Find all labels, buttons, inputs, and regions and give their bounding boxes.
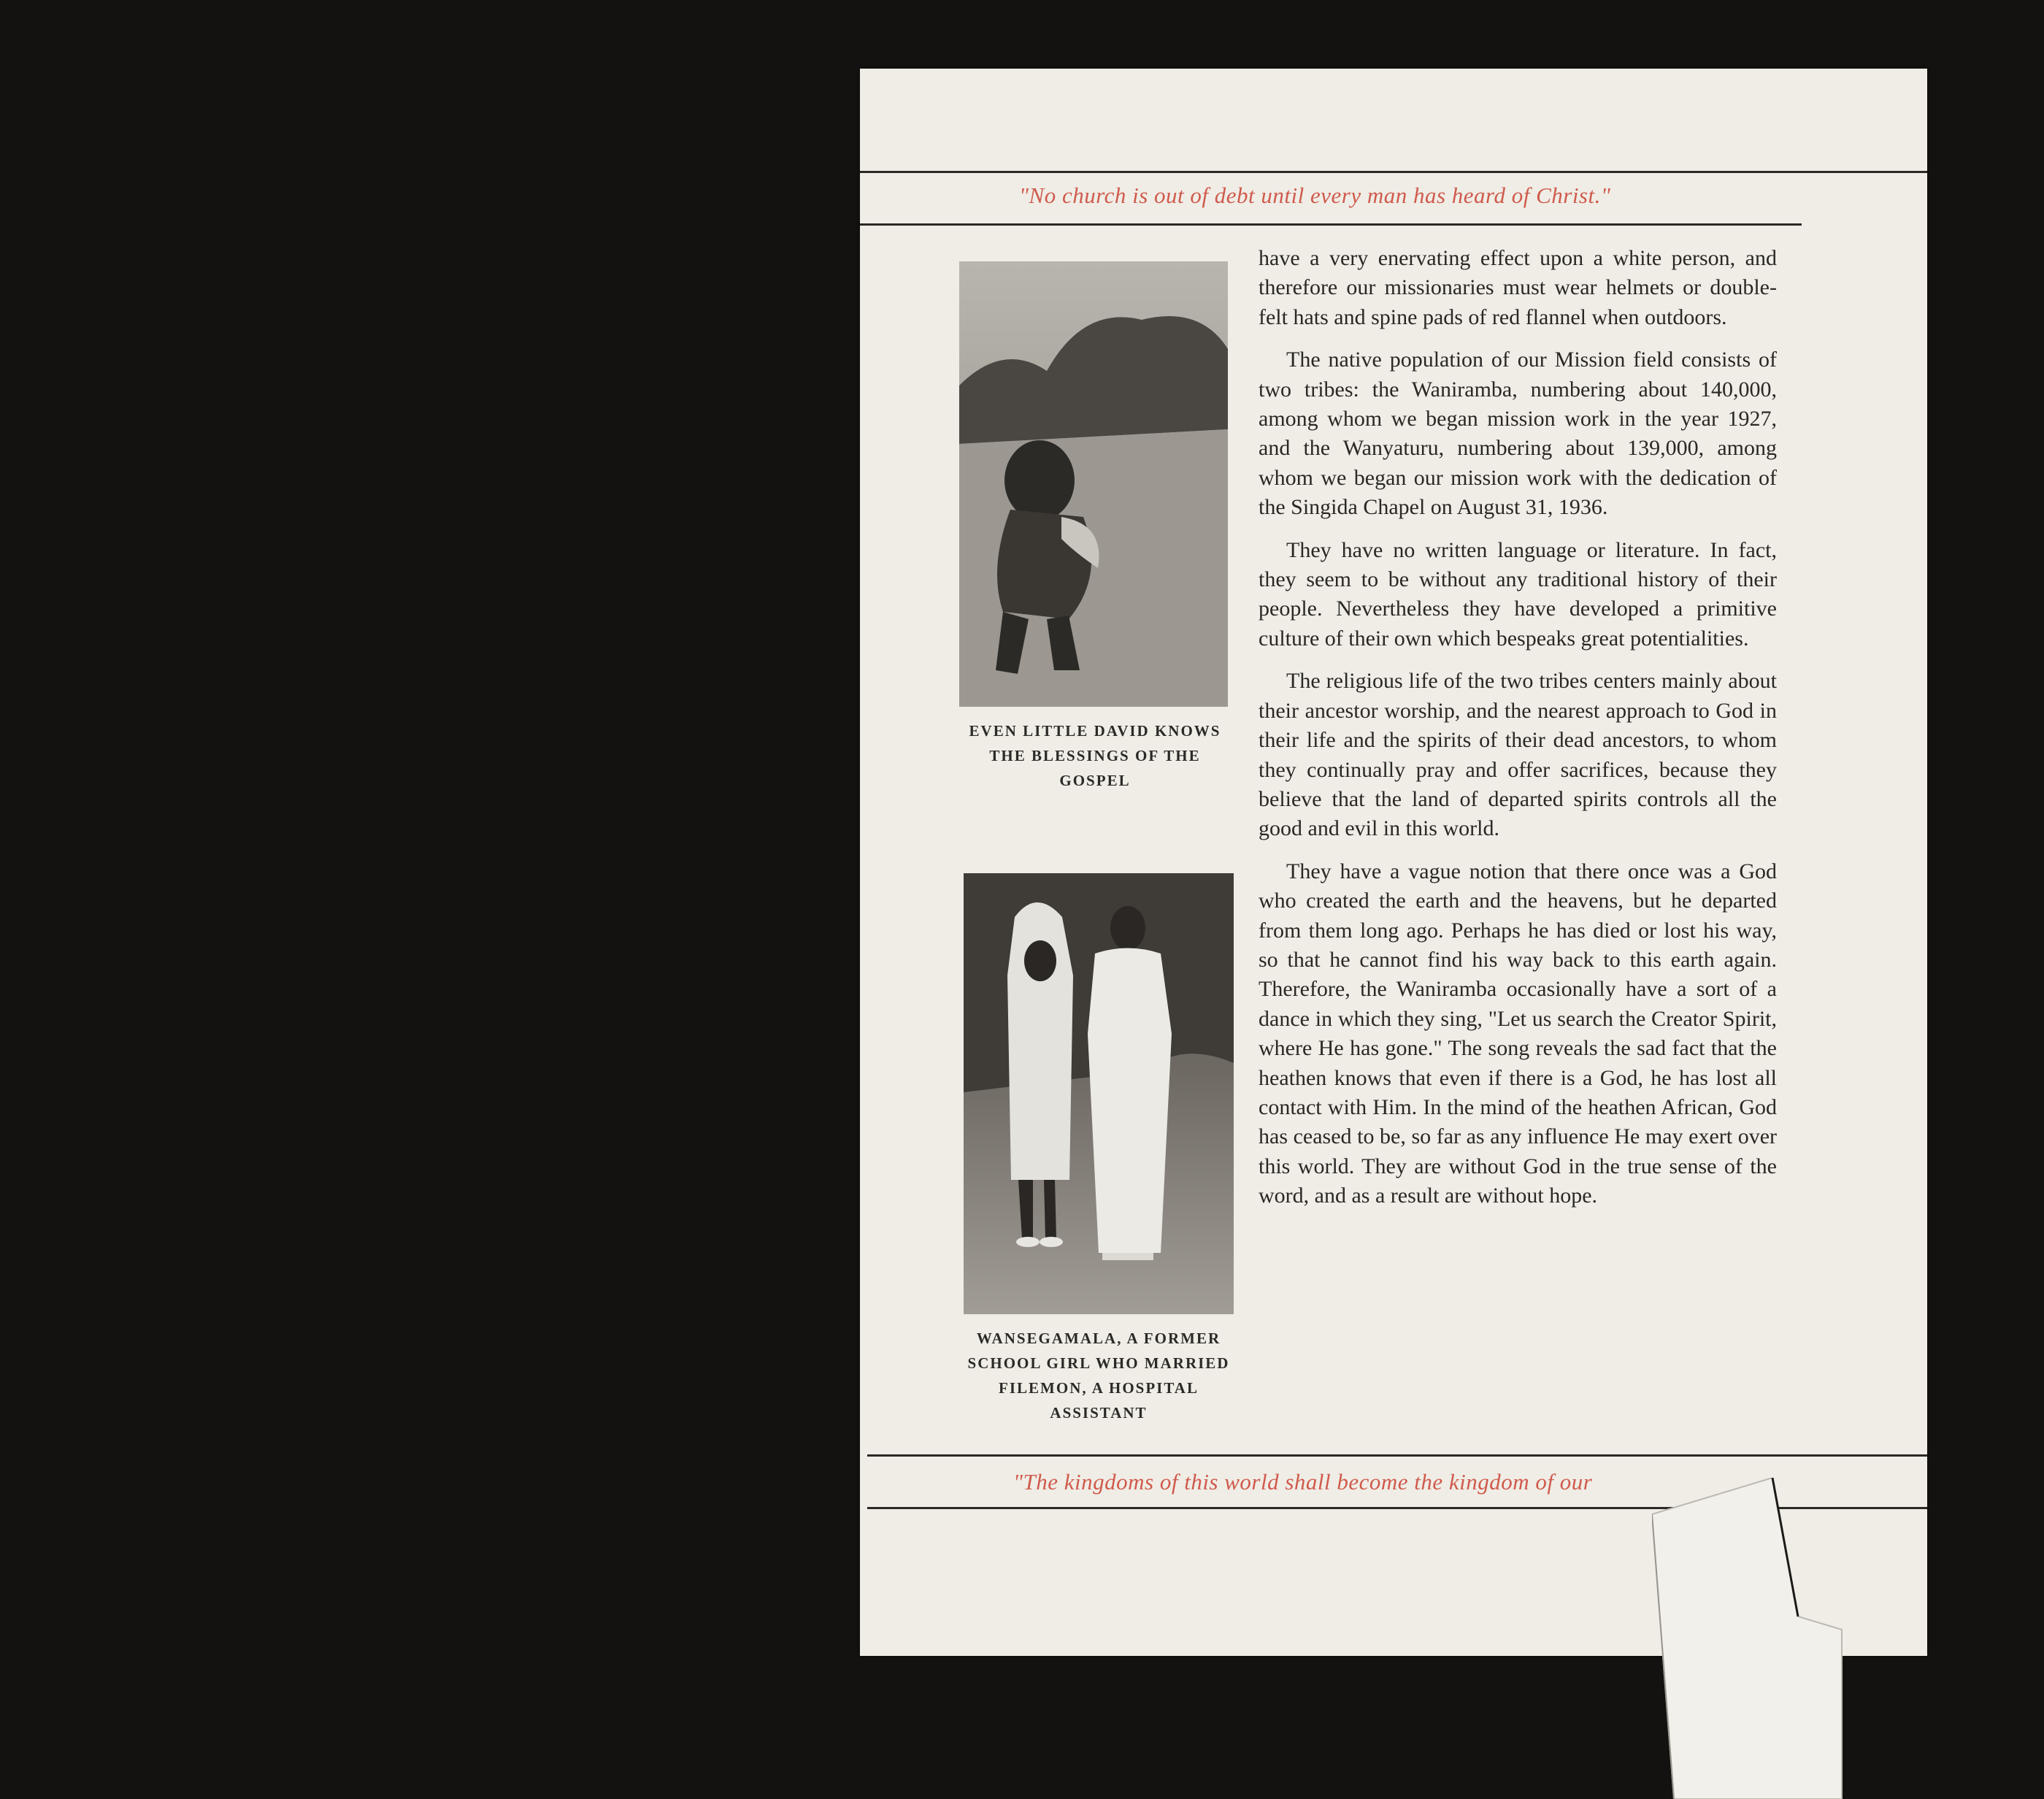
folded-corner — [1652, 1478, 1929, 1799]
footer-rule-top — [867, 1454, 1927, 1457]
paragraph-2: The native population of our Mission field consists of two tribes: the Waniramba, numbering about 140,000, among whom we began mission work in the year 1927, and the Wanyaturu, numbering about 139,000, among whom we began our mission work with the dedication of the Singida Chapel on August 31, 1936. — [1259, 348, 1777, 520]
photo-wansegamala — [964, 873, 1234, 1314]
bottom-motto: "The kingdoms of this world shall become the kingdom of our — [1013, 1469, 1593, 1495]
paragraph-3: They have no written language or literature. In fact, they seem to be without any traditional history of their people. Nevertheless they have developed a primitive culture of their own which bespeaks great potentialities. — [1259, 537, 1777, 651]
document-page — [860, 69, 1927, 1656]
paragraph-4: The religious life of the two tribes centers mainly about their ancestor worship, and the nearest approach to God in their life and the spirits of their dead ancestors, to whom they continually pray and offer sacrifices, because they believe that the land of departed spirits controls all the good and evil in this world. — [1259, 669, 1777, 841]
article-body — [1259, 244, 1777, 1224]
photo-wansegamala-image — [964, 873, 1234, 1314]
paragraph-1: have a very enervating effect upon a white person, and therefore our missionaries must wear helmets or double-felt hats and spine pads of red flannel when outdoors. — [1259, 246, 1777, 329]
top-motto: "No church is out of debt until every man has heard of Christ." — [1019, 183, 1611, 208]
photo-little-david-caption: EVEN LITTLE DAVID KNOWS THE BLESSINGS OF THE GOSPEL — [969, 722, 1221, 789]
paragraph-5: They have a vague notion that there once was a God who created the earth and the heavens, but he departed from them long ago. Perhaps he has died or lost his way, so that he cannot find his way back to this earth again. Therefore, the Waniramba occasionally have a sort of a dance in which they sing, "Let us search the Creator Spirit, where He has gone." The song reveals the sad fact that the heathen knows that even if there is a God, he has lost all contact with Him. In the mind of the heathen African, God has ceased to be, so far as any influence He may exert over this world. They are without God in the true sense of the word, and as a result are without hope. — [1259, 859, 1777, 1208]
photo-wansegamala-caption: WANSEGAMALA, A FORMER SCHOOL GIRL WHO MARRIED FILEMON, A HOSPITAL ASSISTANT — [967, 1330, 1230, 1422]
photo-little-david-image — [959, 261, 1228, 707]
header-rule-bottom — [860, 223, 1802, 226]
header-rule-top — [860, 171, 1927, 173]
photo-little-david — [959, 261, 1228, 707]
